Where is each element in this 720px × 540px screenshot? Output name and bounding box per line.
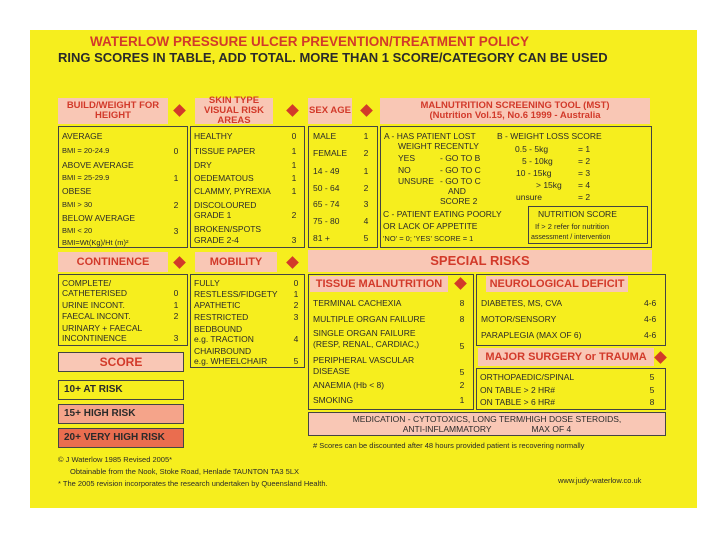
mst-b-range: > 15kg bbox=[536, 180, 562, 190]
skin-score: 0 bbox=[291, 131, 297, 141]
neuro-score: 4-6 bbox=[644, 298, 657, 308]
surgery-score: 5 bbox=[649, 372, 655, 382]
mst-b-range: unsure bbox=[516, 192, 542, 202]
mst-b-score: = 3 bbox=[578, 168, 591, 178]
mst-a-title: A - HAS PATIENT LOST bbox=[384, 131, 476, 141]
mobility-label: APATHETIC bbox=[194, 300, 241, 310]
mobility-score: 0 bbox=[293, 278, 299, 288]
bmi-formula: BMI=Wt(Kg)/Ht (m)² bbox=[62, 238, 129, 247]
mobility-score: 4 bbox=[293, 334, 299, 344]
build-label: AVERAGE bbox=[62, 131, 103, 141]
age-label: 14 - 49 bbox=[313, 166, 340, 176]
continence-label: FAECAL INCONT. bbox=[62, 311, 131, 321]
sex-score: 2 bbox=[363, 148, 369, 158]
age-label: 81 + bbox=[313, 233, 330, 243]
sex-label: FEMALE bbox=[313, 148, 348, 158]
header-sex: SEX AGE bbox=[308, 98, 352, 124]
age-score: 3 bbox=[363, 199, 369, 209]
header-mst-box bbox=[380, 98, 650, 124]
tissue-score: 5 bbox=[459, 341, 465, 351]
continence-label2: CATHETERISED bbox=[62, 288, 128, 298]
header-special-risks: SPECIAL RISKS bbox=[308, 250, 652, 272]
skin-label: BROKEN/SPOTS bbox=[194, 224, 262, 234]
tissue-score: 2 bbox=[459, 380, 465, 390]
risk-level-very-high: 20+ VERY HIGH RISK bbox=[58, 428, 184, 448]
build-sub: BMI = 25-29.9 bbox=[62, 173, 110, 182]
build-score: 0 bbox=[173, 146, 179, 156]
sex-score: 1 bbox=[363, 131, 369, 141]
tissue-score: 1 bbox=[459, 395, 465, 405]
age-score: 1 bbox=[363, 166, 369, 176]
tissue-label: PERIPHERAL VASCULAR bbox=[313, 355, 415, 365]
mst-b-range: 0.5 - 5kg bbox=[515, 144, 549, 154]
nutrition-line2: assessment / intervention bbox=[531, 234, 611, 241]
age-label: 75 - 80 bbox=[313, 216, 340, 226]
tissue-label: ANAEMIA (Hb < 8) bbox=[313, 380, 385, 390]
skin-label: CLAMMY, PYREXIA bbox=[194, 186, 271, 196]
mobility-label: CHAIRBOUND bbox=[194, 346, 252, 356]
skin-label: OEDEMATOUS bbox=[194, 173, 254, 183]
age-label: 65 - 74 bbox=[313, 199, 340, 209]
header-mst-ref: (Nutrition Vol.15, No.6 1999 - Australia bbox=[429, 110, 601, 121]
header-continence: CONTINENCE bbox=[58, 252, 168, 272]
neuro-label: PARAPLEGIA (MAX OF 6) bbox=[481, 330, 582, 340]
mst-a-unsure: UNSURE bbox=[398, 176, 434, 186]
nutrition-title: NUTRITION SCORE bbox=[538, 209, 617, 219]
mst-b-title: B - WEIGHT LOSS SCORE bbox=[497, 131, 602, 141]
skin-score: 1 bbox=[291, 186, 297, 196]
neuro-score: 4-6 bbox=[644, 330, 657, 340]
discount-note: # Scores can be discounted after 48 hours provided patient is recovering normally bbox=[313, 441, 585, 450]
header-neuro: NEUROLOGICAL DEFICIT bbox=[486, 276, 628, 292]
header-mst: MALNUTRITION SCREENING TOOL (MST) bbox=[420, 100, 610, 111]
mst-a-title2: WEIGHT RECENTLY bbox=[398, 141, 479, 151]
skin-label: DISCOLOURED bbox=[194, 200, 257, 210]
mst-b-score: = 1 bbox=[578, 144, 591, 154]
mobility-label: RESTRICTED bbox=[194, 312, 249, 322]
skin-score: 1 bbox=[291, 173, 297, 183]
build-label: ABOVE AVERAGE bbox=[62, 160, 134, 170]
header-skin: SKIN TYPE VISUAL RISK AREAS bbox=[195, 98, 273, 124]
mst-c-line1: C - PATIENT EATING POORLY bbox=[383, 209, 502, 219]
mst-a-unsure-go: - GO TO C bbox=[440, 176, 481, 186]
skin-label: DRY bbox=[194, 160, 212, 170]
build-label: BELOW AVERAGE bbox=[62, 213, 136, 223]
tissue-score: 5 bbox=[459, 367, 465, 377]
sex-label: MALE bbox=[313, 131, 337, 141]
tissue-score: 8 bbox=[459, 314, 465, 324]
build-sub: BMI > 30 bbox=[62, 200, 93, 209]
surgery-score: 8 bbox=[649, 397, 655, 407]
header-tissue: TISSUE MALNUTRITION bbox=[310, 276, 448, 292]
continence-score: 0 bbox=[173, 288, 179, 298]
surgery-label: ORTHOPAEDIC/SPINAL bbox=[480, 372, 575, 382]
continence-score: 1 bbox=[173, 300, 179, 310]
mobility-score: 2 bbox=[293, 300, 299, 310]
tissue-label: TERMINAL CACHEXIA bbox=[313, 298, 402, 308]
skin-label: HEALTHY bbox=[194, 131, 233, 141]
tissue-score: 8 bbox=[459, 298, 465, 308]
skin-score: 1 bbox=[291, 146, 297, 156]
medication-line2: ANTI-INFLAMMATORY bbox=[402, 424, 492, 434]
surgery-score: 5 bbox=[649, 385, 655, 395]
continence-label: COMPLETE/ bbox=[62, 278, 112, 288]
policy-title: WATERLOW PRESSURE ULCER PREVENTION/TREATMENT POLICY bbox=[90, 34, 530, 49]
continence-score: 2 bbox=[173, 311, 179, 321]
mst-a-score2: SCORE 2 bbox=[440, 196, 478, 206]
header-build: BUILD/WEIGHT FOR HEIGHT bbox=[58, 98, 168, 124]
policy-subtitle: RING SCORES IN TABLE, ADD TOTAL. MORE THAN 1 SCORE/CATEGORY CAN BE USED bbox=[58, 50, 608, 65]
build-score: 3 bbox=[173, 226, 179, 236]
surgery-label: ON TABLE > 2 HR# bbox=[480, 385, 556, 395]
build-sub: BMI < 20 bbox=[62, 226, 93, 235]
medication-line2-row bbox=[309, 424, 665, 434]
age-label: 50 - 64 bbox=[313, 183, 340, 193]
mst-c-line3: 'NO' = 0; 'YES' SCORE = 1 bbox=[383, 234, 474, 243]
mst-a-yes-go: - GO TO B bbox=[440, 153, 481, 163]
header-score: SCORE bbox=[58, 352, 184, 372]
risk-level-high: 15+ HIGH RISK bbox=[58, 404, 184, 424]
build-sub: BMI = 20-24.9 bbox=[62, 146, 110, 155]
footer-address: Obtainable from the Nook, Stoke Road, Henlade TAUNTON TA3 5LX bbox=[70, 467, 300, 476]
continence-label: URINARY + FAECAL bbox=[62, 323, 143, 333]
medication-line1: MEDICATION - CYTOTOXICS, LONG TERM/HIGH DOSE STEROIDS, bbox=[352, 414, 622, 424]
build-label: OBESE bbox=[62, 186, 92, 196]
nutrition-line1: If > 2 refer for nutrition bbox=[535, 222, 609, 231]
mst-a-no-go: - GO TO C bbox=[440, 165, 481, 175]
continence-label: URINE INCONT. bbox=[62, 300, 125, 310]
medication-max: MAX OF 4 bbox=[531, 424, 572, 434]
mst-a-and: AND bbox=[448, 186, 466, 196]
risk-level-at-risk: 10+ AT RISK bbox=[58, 380, 184, 400]
tissue-label: MULTIPLE ORGAN FAILURE bbox=[313, 314, 426, 324]
mobility-label2: e.g. WHEELCHAIR bbox=[194, 356, 268, 366]
mobility-score: 1 bbox=[293, 289, 299, 299]
mst-a-no: NO bbox=[398, 165, 411, 175]
mst-b-range: 5 - 10kg bbox=[522, 156, 553, 166]
age-score: 5 bbox=[363, 233, 369, 243]
neuro-label: DIABETES, MS, CVA bbox=[481, 298, 563, 308]
tissue-label: SINGLE ORGAN FAILURE bbox=[313, 328, 416, 338]
age-score: 4 bbox=[363, 216, 369, 226]
header-surgery: MAJOR SURGERY or TRAUMA bbox=[478, 348, 654, 366]
mobility-score: 3 bbox=[293, 312, 299, 322]
skin-grade: GRADE 1 bbox=[194, 210, 232, 220]
tissue-label2: DISEASE bbox=[313, 366, 350, 376]
neuro-label: MOTOR/SENSORY bbox=[481, 314, 557, 324]
build-score: 1 bbox=[173, 173, 179, 183]
continence-label2: INCONTINENCE bbox=[62, 333, 127, 343]
tissue-label2: (RESP, RENAL, CARDIAC,) bbox=[313, 339, 420, 349]
mst-a-yes: YES bbox=[398, 153, 416, 163]
build-score: 2 bbox=[173, 200, 179, 210]
mst-b-score: = 4 bbox=[578, 180, 591, 190]
mst-b-range: 10 - 15kg bbox=[516, 168, 552, 178]
mobility-label: FULLY bbox=[194, 278, 220, 288]
mobility-label: BEDBOUND bbox=[194, 324, 243, 334]
footer-url[interactable]: www.judy-waterlow.co.uk bbox=[558, 476, 642, 485]
footer-copyright: © J Waterlow 1985 Revised 2005* bbox=[58, 455, 173, 464]
medication-box bbox=[308, 412, 666, 436]
tissue-label: SMOKING bbox=[313, 395, 354, 405]
header-mobility: MOBILITY bbox=[195, 252, 277, 272]
mst-c-line2: OR LACK OF APPETITE bbox=[383, 221, 478, 231]
continence-score: 3 bbox=[173, 333, 179, 343]
skin-label: TISSUE PAPER bbox=[194, 146, 256, 156]
skin-score: 3 bbox=[291, 235, 297, 245]
neuro-score: 4-6 bbox=[644, 314, 657, 324]
footer-revision-note: * The 2005 revision incorporates the research undertaken by Queensland Health. bbox=[58, 479, 328, 488]
mst-b-score: = 2 bbox=[578, 192, 591, 202]
skin-score: 2 bbox=[291, 210, 297, 220]
mst-b-score: = 2 bbox=[578, 156, 591, 166]
skin-grade: GRADE 2-4 bbox=[194, 235, 239, 245]
age-score: 2 bbox=[363, 183, 369, 193]
skin-score: 1 bbox=[291, 160, 297, 170]
mobility-label: RESTLESS/FIDGETY bbox=[194, 289, 278, 299]
surgery-label: ON TABLE > 6 HR# bbox=[480, 397, 556, 407]
mobility-score: 5 bbox=[293, 356, 299, 366]
mobility-label2: e.g. TRACTION bbox=[194, 334, 254, 344]
